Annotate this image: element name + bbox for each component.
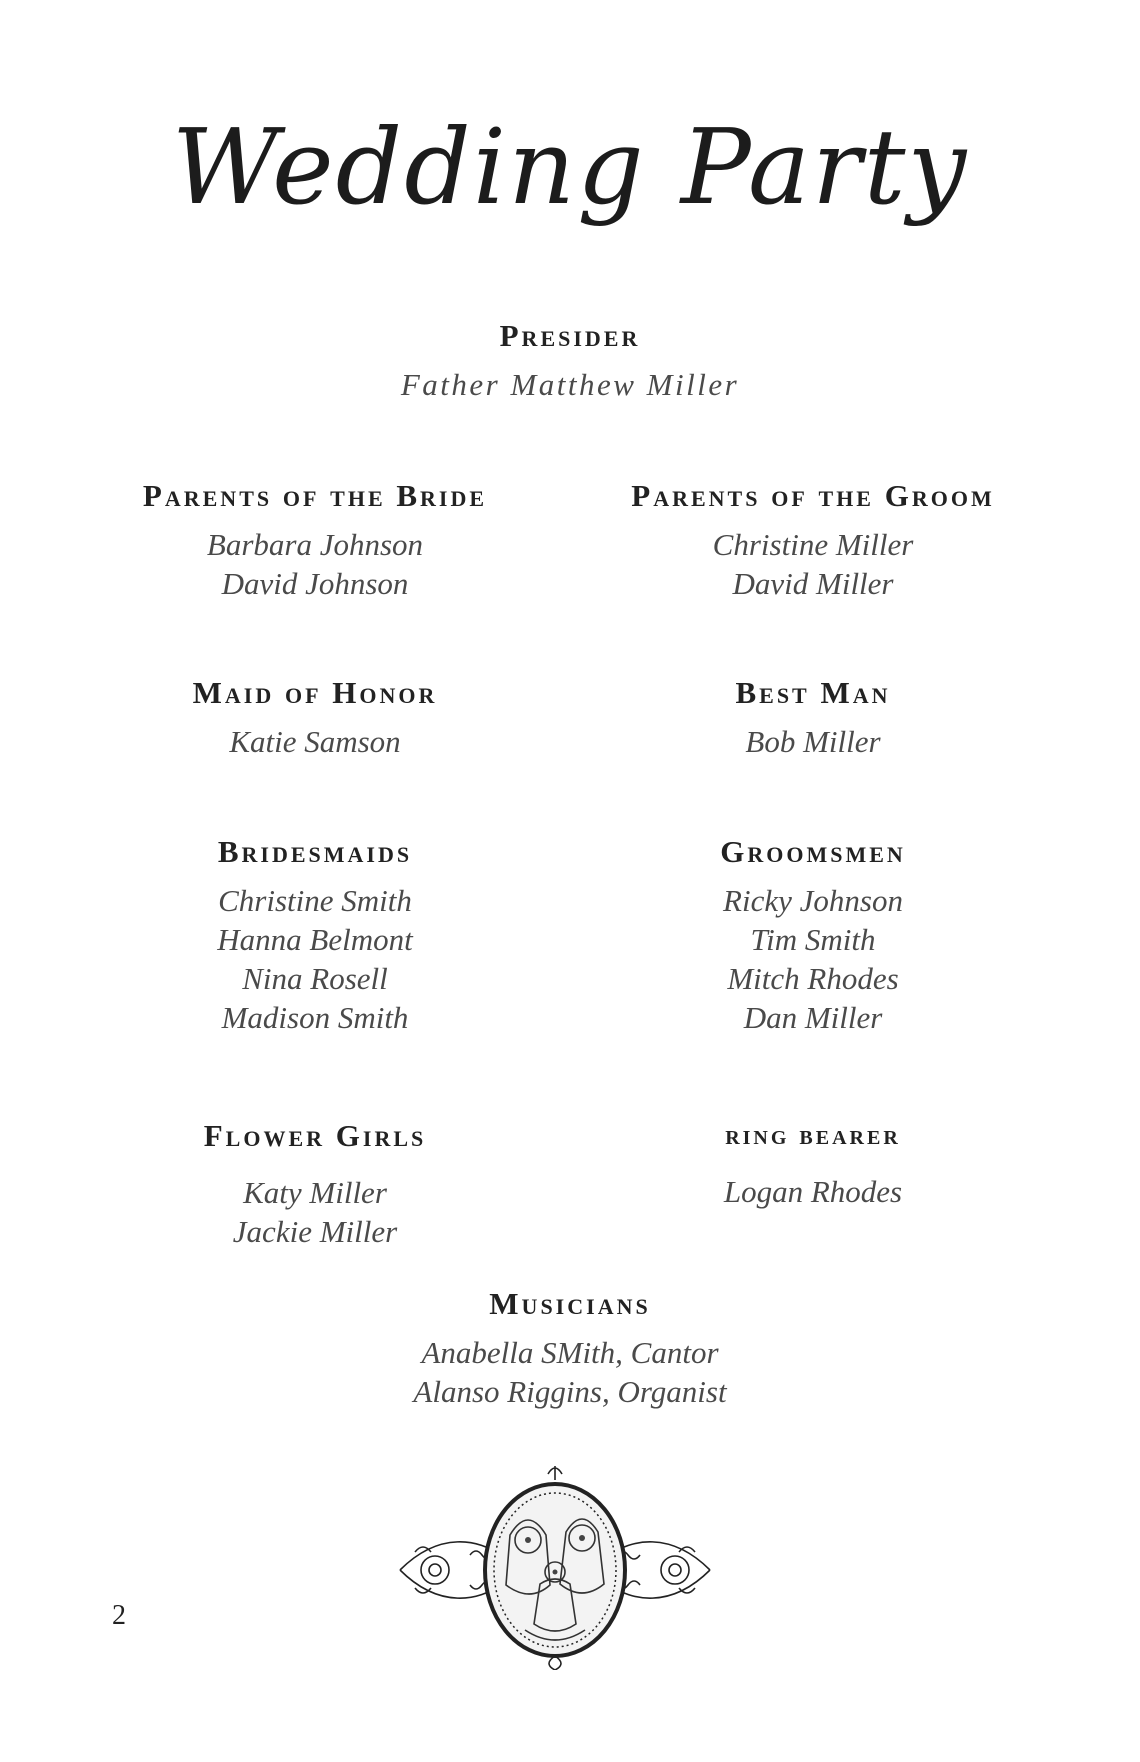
presider-names <box>0 365 1140 404</box>
name-item: Dan Miller <box>743 1000 883 1035</box>
name-item: Madison Smith <box>221 1000 409 1035</box>
groomsmen-names <box>578 881 1048 1037</box>
ring-bearer-names <box>578 1172 1048 1211</box>
maid-of-honor-names <box>80 722 550 761</box>
parents-groom-names <box>578 525 1048 603</box>
name-item: Anabella SMith, Cantor <box>421 1335 719 1370</box>
bridesmaids-heading: Bridesmaids <box>217 834 413 869</box>
name-item: Christine Smith <box>218 883 412 918</box>
name-item: Logan Rhodes <box>723 1174 903 1209</box>
flower-girls-names <box>80 1173 550 1251</box>
bridesmaids-names <box>80 881 550 1037</box>
holy-family-medallion-icon <box>380 1460 730 1670</box>
name-item: Tim Smith <box>750 922 876 957</box>
name-item: Nina Rosell <box>242 961 388 996</box>
maid-of-honor-heading: Maid of Honor <box>192 675 438 710</box>
name-item: Barbara Johnson <box>206 527 424 562</box>
name-item: Bob Miller <box>745 724 881 759</box>
name-item: Mitch Rhodes <box>727 961 899 996</box>
flower-girls-section <box>80 1120 550 1251</box>
parents-groom-heading: Parents of the Groom <box>631 478 995 513</box>
presider-heading: Presider <box>499 318 641 353</box>
bridesmaids-section <box>80 836 550 1037</box>
musicians-section <box>0 1288 1140 1411</box>
name-item: Christine Miller <box>712 527 914 562</box>
name-item: Alanso Riggins, Organist <box>413 1374 727 1409</box>
groomsmen-section <box>578 836 1048 1037</box>
ring-bearer-section <box>578 1122 1048 1211</box>
parents-bride-names <box>80 525 550 603</box>
musicians-names <box>0 1333 1140 1411</box>
maid-of-honor-section <box>80 677 550 761</box>
flower-girls-heading: Flower Girls <box>203 1118 427 1153</box>
best-man-names <box>578 722 1048 761</box>
parents-bride-section <box>80 480 550 603</box>
name-item: Ricky Johnson <box>723 883 903 918</box>
name-item: David Johnson <box>221 566 409 601</box>
name-item: Hanna Belmont <box>217 922 413 957</box>
ring-bearer-heading: ring bearer <box>725 1120 901 1151</box>
best-man-heading: Best Man <box>735 675 891 710</box>
presider-section <box>0 320 1140 404</box>
musicians-heading: Musicians <box>489 1286 651 1321</box>
groomsmen-heading: Groomsmen <box>720 834 906 869</box>
name-item: David Miller <box>732 566 894 601</box>
name-item: Jackie Miller <box>232 1214 398 1249</box>
name-item: Katy Miller <box>243 1175 387 1210</box>
page-title: Wedding Party <box>171 106 969 228</box>
page-number: 2 <box>112 1600 126 1631</box>
parents-bride-heading: Parents of the Bride <box>142 478 488 513</box>
best-man-section <box>578 677 1048 761</box>
parents-groom-section <box>578 480 1048 603</box>
name-item: Father Matthew Miller <box>400 367 740 402</box>
name-item: Katie Samson <box>229 724 401 759</box>
